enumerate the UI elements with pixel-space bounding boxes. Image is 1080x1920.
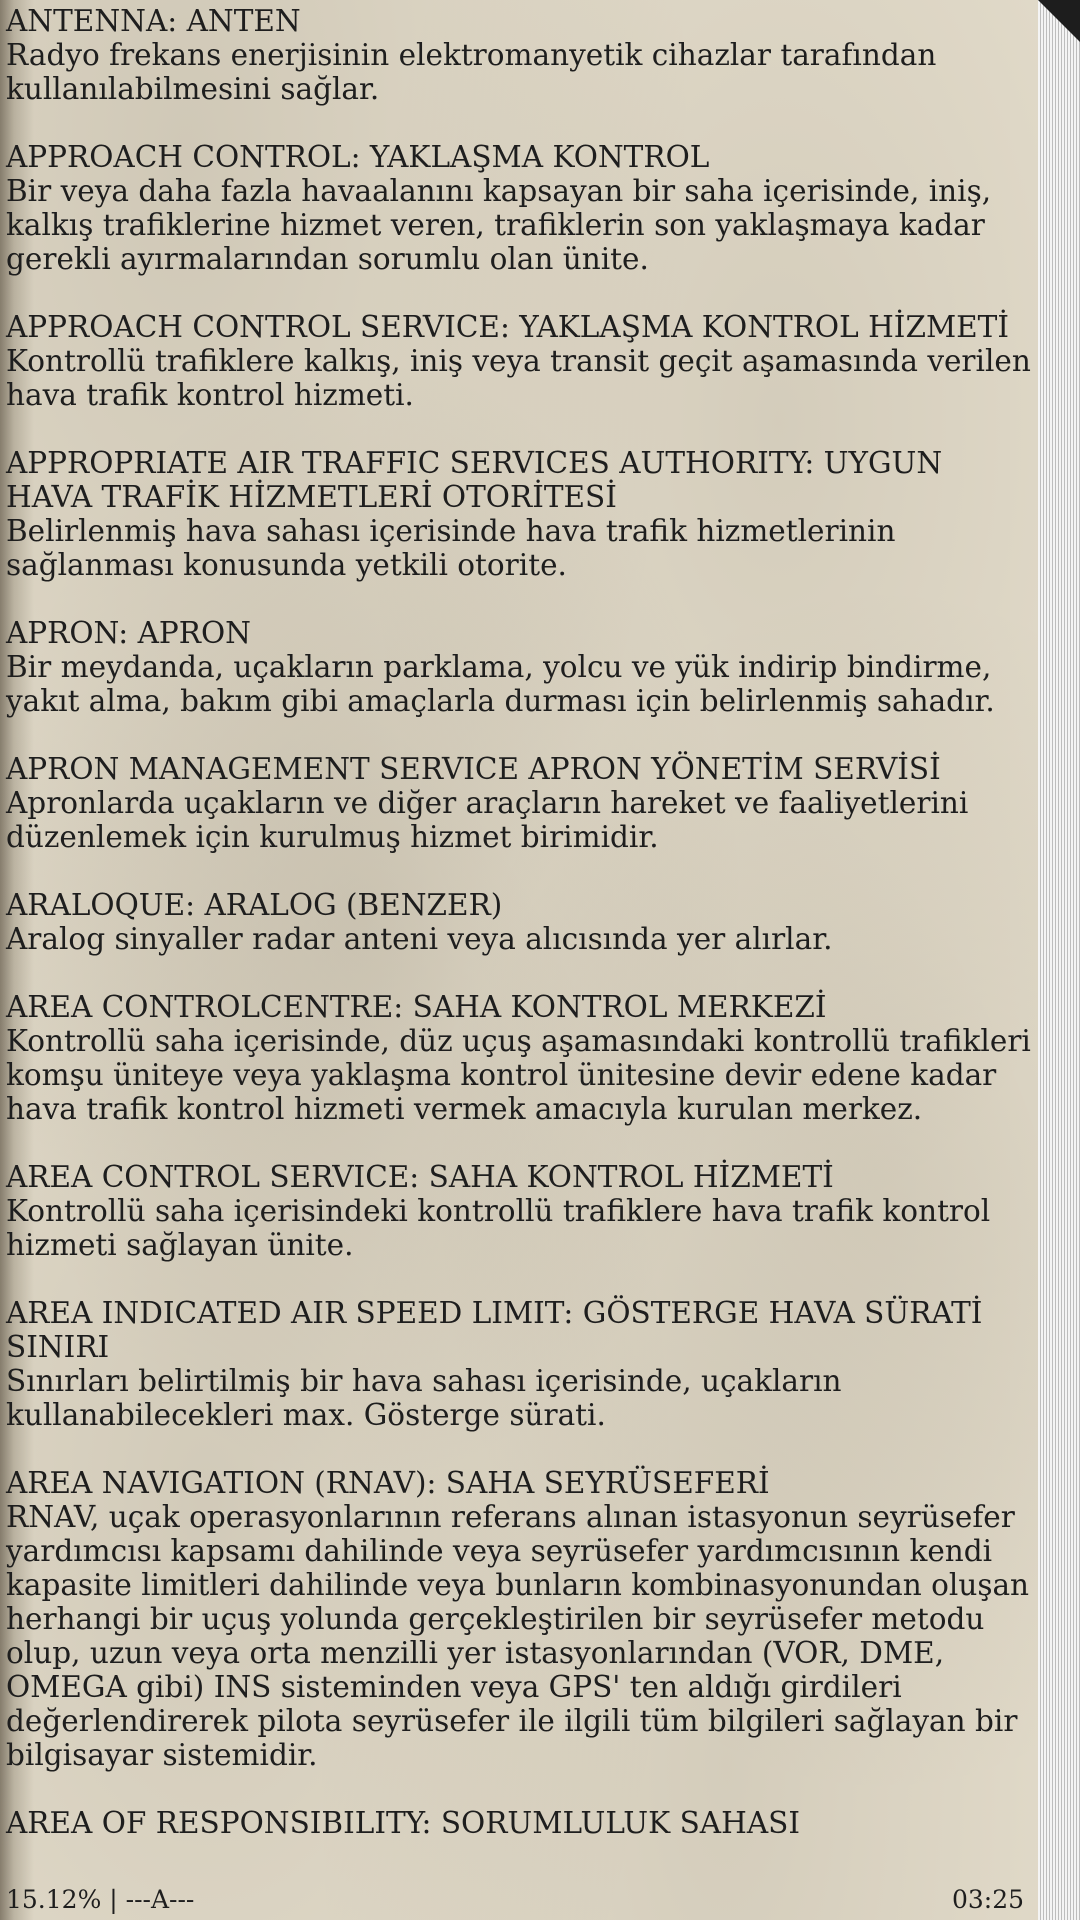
glossary-entry	[6, 446, 1034, 582]
entry-term: AREA CONTROL SERVICE: SAHA KONTROL HİZMETİ	[6, 1160, 834, 1194]
entry-definition: Kontrollü saha içerisindeki kontrollü trafiklere hava trafik kontrol hizmeti sağlayan ünite.	[6, 1194, 991, 1262]
entry-definition: Radyo frekans enerjisinin elektromanyetik cihazlar tarafından kullanılabilmesini sağlar.	[6, 38, 937, 106]
entry-definition: Bir meydanda, uçakların parklama, yolcu ve yük indirip bindirme, yakıt alma, bakım gibi amaçlarla durması için belirlenmiş sahadır.	[6, 650, 995, 718]
glossary-entry	[6, 1466, 1034, 1772]
entry-term: APPROACH CONTROL: YAKLAŞMA KONTROL	[6, 140, 710, 174]
glossary-entry	[6, 752, 1034, 854]
entry-term: AREA CONTROLCENTRE: SAHA KONTROL MERKEZİ	[6, 990, 827, 1024]
entry-definition: Apronlarda uçakların ve diğer araçların hareket ve faaliyetlerini düzenlemek için kurulmuş hizmet birimidir.	[6, 786, 969, 854]
entry-term: APPROPRIATE AIR TRAFFIC SERVICES AUTHORITY: UYGUN HAVA TRAFİK HİZMETLERİ OTORİTESİ	[6, 446, 943, 514]
page-content[interactable]	[6, 4, 1034, 1874]
glossary-entry	[6, 1160, 1034, 1262]
page-corner-curl	[1038, 0, 1080, 42]
entry-term: AREA OF RESPONSIBILITY: SORUMLULUK SAHASI	[6, 1806, 800, 1840]
entry-term: APPROACH CONTROL SERVICE: YAKLAŞMA KONTROL HİZMETİ	[6, 310, 1010, 344]
entry-term: AREA INDICATED AIR SPEED LIMIT: GÖSTERGE HAVA SÜRATİ SINIRI	[6, 1296, 983, 1364]
entry-term: APRON: APRON	[6, 616, 251, 650]
glossary-entry	[6, 616, 1034, 718]
entry-definition: Aralog sinyaller radar anteni veya alıcısında yer alırlar.	[6, 922, 833, 956]
glossary-entry	[6, 4, 1034, 106]
entry-term: AREA NAVIGATION (RNAV): SAHA SEYRÜSEFERİ	[6, 1466, 770, 1500]
page-stack-edge	[1038, 0, 1080, 1920]
glossary-entry	[6, 310, 1034, 412]
glossary-entry	[6, 888, 1034, 956]
glossary-entry	[6, 140, 1034, 276]
entry-definition: Sınırları belirtilmiş bir hava sahası içerisinde, uçakların kullanabilecekleri max. Gösterge sürati.	[6, 1364, 842, 1432]
entry-definition: RNAV, uçak operasyonlarının referans alınan istasyonun seyrüsefer yardımcısı kapsamı dahilinde veya seyrüsefer yardımcısının kendi kapasite limitleri dahilinde veya bunların kombinasyonundan oluşan herhangi bir uçuş yolunda gerçekleştirilen bir seyrüsefer metodu olup, uzun veya orta menzilli yer istasyonlarından (VOR, DME, OMEGA gibi) INS sisteminden veya GPS' ten aldığı girdileri değerlendirerek pilota seyrüsefer ile ilgili tüm bilgileri sağlayan bir bilgisayar sistemidir.	[6, 1500, 1030, 1772]
entry-definition: Bir veya daha fazla havaalanını kapsayan bir saha içerisinde, iniş, kalkış trafiklerine hizmet veren, trafiklerin son yaklaşmaya kadar gerekli ayırmalarından sorumlu olan ünite.	[6, 174, 992, 276]
entry-definition: Belirlenmiş hava sahası içerisinde hava trafik hizmetlerinin sağlanması konusunda yetkili otorite.	[6, 514, 896, 582]
glossary-entry	[6, 1806, 1034, 1840]
glossary-entry	[6, 1296, 1034, 1432]
entry-term: ANTENNA: ANTEN	[6, 4, 301, 38]
reading-progress: 15.12% | ---A---	[6, 1885, 195, 1914]
clock-time: 03:25	[951, 1885, 1024, 1914]
status-bar	[0, 1880, 1030, 1920]
entry-term: APRON MANAGEMENT SERVICE APRON YÖNETİM SERVİSİ	[6, 752, 941, 786]
entry-definition: Kontrollü saha içerisinde, düz uçuş aşamasındaki kontrollü trafikleri komşu üniteye veya yaklaşma kontrol ünitesine devir edene kadar hava trafik kontrol hizmeti vermek amacıyla kurulan merkez.	[6, 1024, 1031, 1126]
glossary-entry	[6, 990, 1034, 1126]
entry-term: ARALOQUE: ARALOG (BENZER)	[6, 888, 503, 922]
entry-definition: Kontrollü trafiklere kalkış, iniş veya transit geçit aşamasında verilen hava trafik kontrol hizmeti.	[6, 344, 1031, 412]
